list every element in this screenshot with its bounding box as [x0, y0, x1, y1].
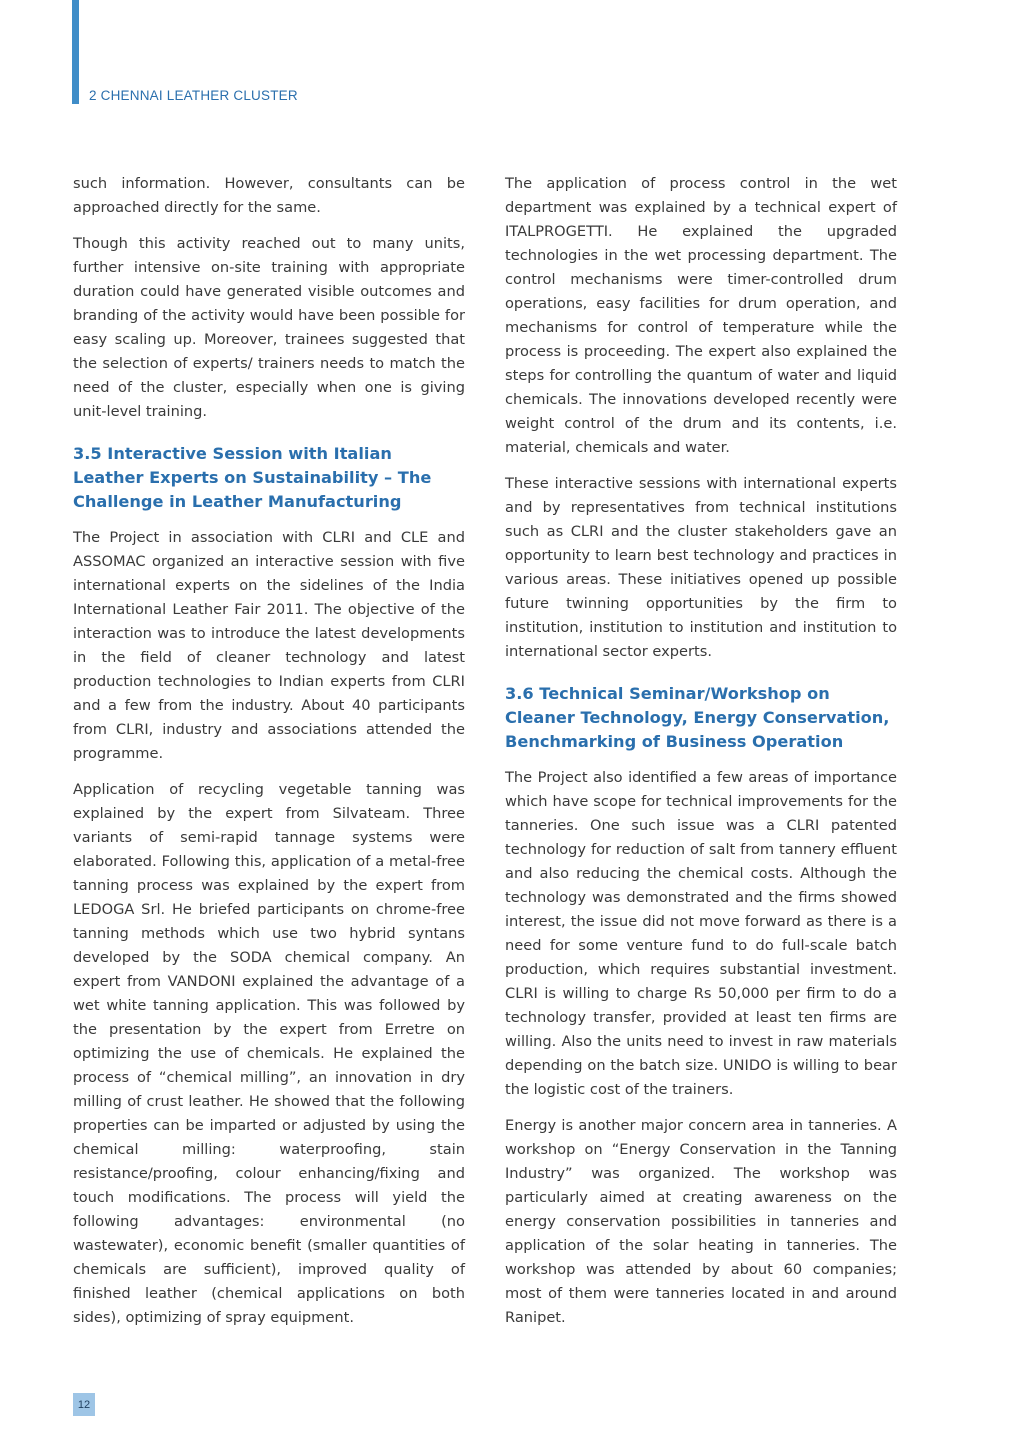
- page-number: 12: [73, 1393, 95, 1416]
- header-accent-bar: [72, 0, 79, 104]
- paragraph: The application of process control in the wet department was explained by a technical expert of ITALPROGETTI. He explained the upgraded technologies in the wet processing department. The control mechanisms were timer-controlled drum operations, easy facilities for drum operation, and mechanisms for control of temperature while the process is proceeding. The expert also explained the steps for controlling the quantum of water and liquid chemicals. The innovations developed recently were weight control of the drum and its contents, i.e. material, chemicals and water.: [505, 175, 897, 456]
- paragraph: Though this activity reached out to many units, further intensive on-site training with appropriate duration could have generated visible outcomes and branding of the activity would have been possible for easy scaling up. Moreover, trainees suggested that the selection of experts/ trainers needs to match the need of the cluster, especially when one is giving unit-level training.: [73, 235, 465, 420]
- section-heading-3-6: 3.6 Technical Seminar/Workshop on Cleaner Technology, Energy Conservation, Benchmarking of Business Operation: [505, 684, 890, 751]
- paragraph: Application of recycling vegetable tanning was explained by the expert from Silvateam. Three variants of semi-rapid tannage systems were elaborated. Following this, application of a metal-free tanning process was explained by the expert from LEDOGA Srl. He briefed participants on chrome-free tanning methods which use two hybrid syntans developed by the SODA chemical company. An expert from VANDONI explained the advantage of a wet white tanning application. This was followed by the presentation by the expert from Erretre on optimizing the use of chemicals. He explained the process of “chemical milling”, an innovation in dry milling of crust leather. He showed that the following properties can be imparted or adjusted by using the chemical milling: waterproofing, stain resistance/proofing, colour enhancing/fixing and touch modifications. The process will yield the following advantages: environmental (no wastewater), economic benefit (smaller quantities of chemicals are sufficient), improved quality of finished leather (chemical applications on both sides), optimizing of spray equipment.: [73, 781, 465, 1326]
- paragraph: These interactive sessions with international experts and by representatives from technical institutions such as CLRI and the cluster stakeholders gave an opportunity to learn best technology and practices in various areas. These initiatives opened up possible future twinning opportunities by the firm to institution, institution to institution and institution to international sector experts.: [505, 475, 897, 660]
- section-heading-3-5: 3.5 Interactive Session with Italian Leather Experts on Sustainability – The Challenge in Leather Manufacturing: [73, 444, 432, 511]
- paragraph: The Project also identified a few areas of importance which have scope for technical improvements for the tanneries. One such issue was a CLRI patented technology for reduction of salt from tannery effluent and also reducing the chemical costs. Although the technology was demonstrated and the firms showed interest, the issue did not move forward as there is a need for some venture fund to do full-scale batch production, which requires substantial investment. CLRI is willing to charge Rs 50,000 per firm to do a technology transfer, provided at least ten firms are willing. Also the units need to invest in raw materials depending on the batch size. UNIDO is willing to bear the logistic cost of the trainers.: [505, 769, 897, 1098]
- paragraph: such information. However, consultants can be approached directly for the same.: [73, 175, 465, 216]
- left-column: [73, 172, 465, 1342]
- running-header: 2 CHENNAI LEATHER CLUSTER: [89, 88, 298, 103]
- right-column: [505, 172, 897, 1342]
- paragraph: The Project in association with CLRI and CLE and ASSOMAC organized an interactive session with five international experts on the sidelines of the India International Leather Fair 2011. The objective of the interaction was to introduce the latest developments in the field of cleaner technology and latest production technologies to Indian experts from CLRI and a few from the industry. About 40 participants from CLRI, industry and associations attended the programme.: [73, 529, 465, 762]
- paragraph: Energy is another major concern area in tanneries. A workshop on “Energy Conservation in the Tanning Industry” was organized. The workshop was particularly aimed at creating awareness on the energy conservation possibilities in tanneries and application of the solar heating in tanneries. The workshop was attended by about 60 companies; most of them were tanneries located in and around Ranipet.: [505, 1117, 897, 1326]
